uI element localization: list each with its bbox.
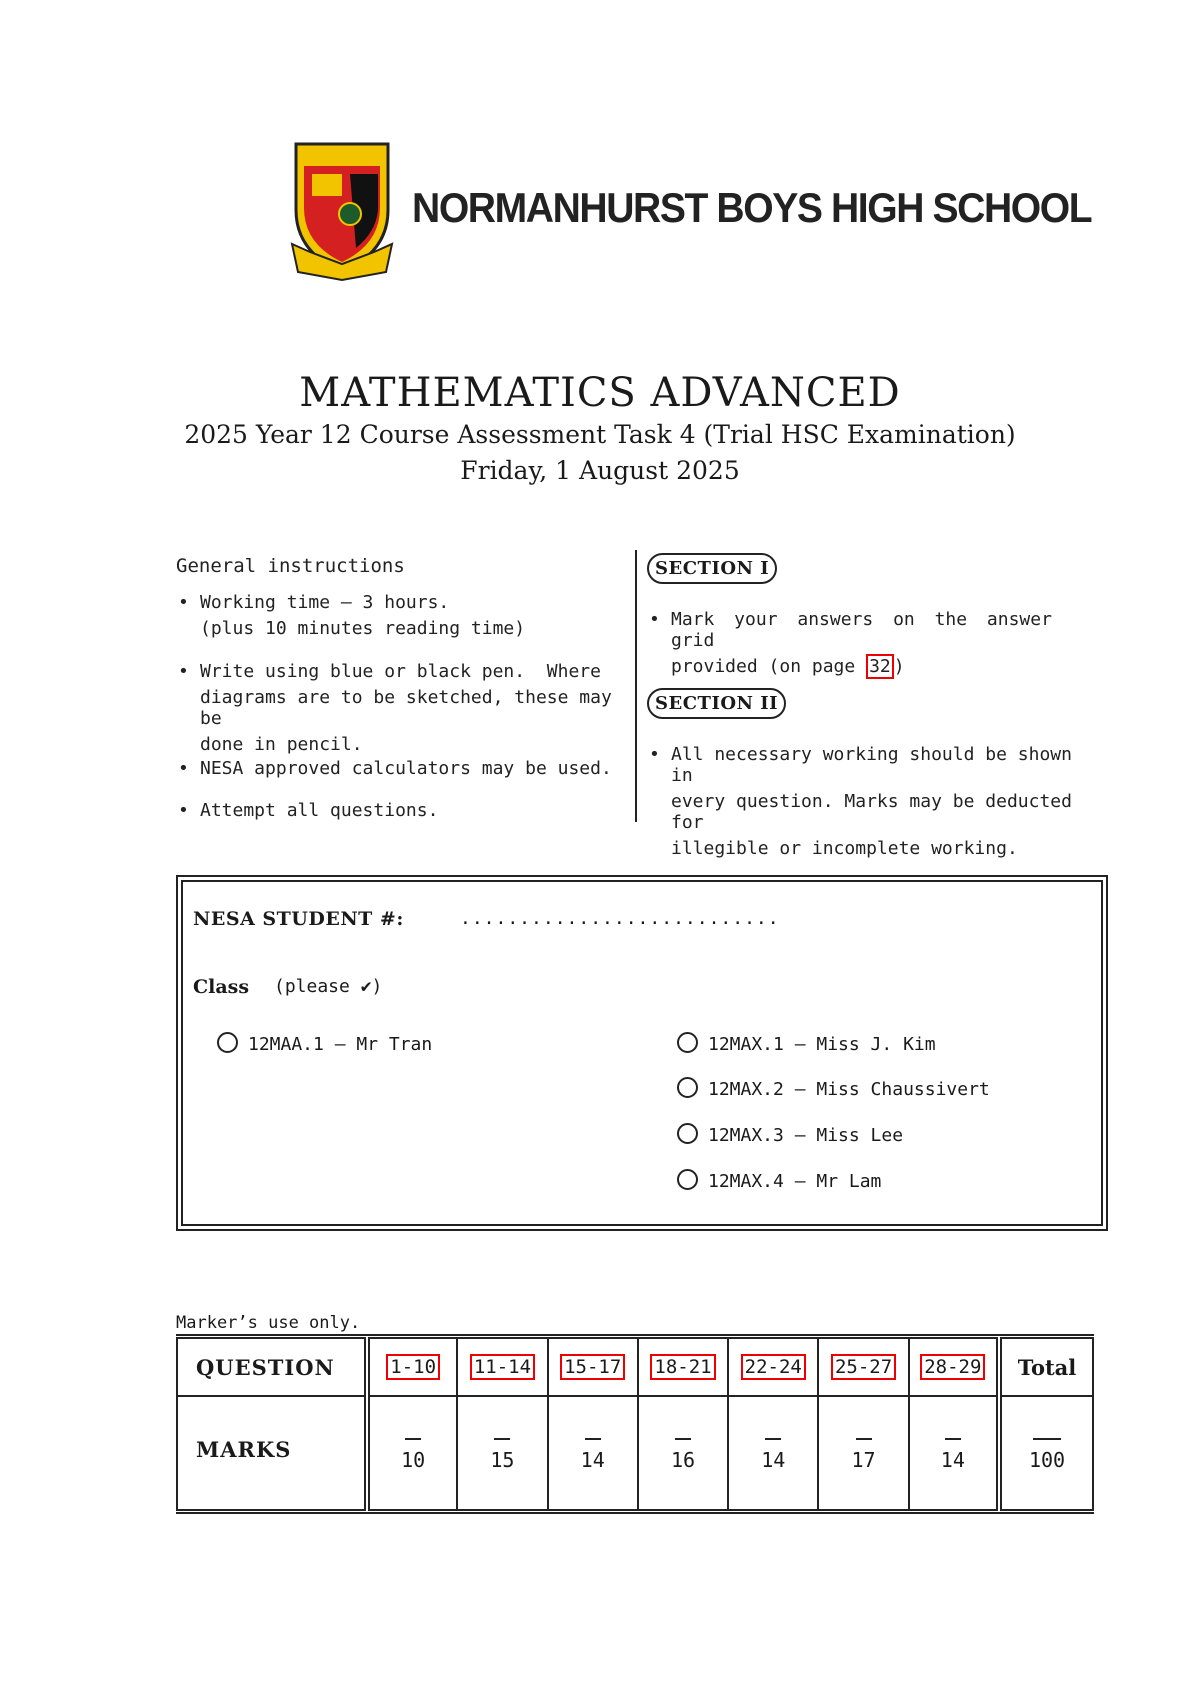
marks-cell[interactable] xyxy=(638,1396,728,1510)
class-label: Class xyxy=(193,976,250,998)
exam-title: MATHEMATICS ADVANCED xyxy=(299,370,901,416)
school-name: NORMANHURST BOYS HIGH SCHOOL xyxy=(412,184,1092,231)
marks-out-of: 15 xyxy=(490,1434,514,1472)
radio-circle-icon[interactable] xyxy=(677,1032,698,1053)
marks-cell[interactable] xyxy=(728,1396,818,1510)
marks-cell[interactable] xyxy=(548,1396,638,1510)
radio-circle-icon[interactable] xyxy=(217,1032,238,1053)
instruction-line: Write using blue or black pen. Where xyxy=(200,661,601,682)
table-bottom-rule xyxy=(176,1512,1094,1514)
instruction-line: Attempt all questions. xyxy=(200,800,439,821)
question-range-cell xyxy=(728,1338,818,1396)
marks-row xyxy=(177,1396,1093,1510)
instruction-line: (plus 10 minutes reading time) xyxy=(200,618,526,639)
question-row xyxy=(177,1338,1093,1396)
class-option-12max1[interactable] xyxy=(677,1032,936,1055)
marks-out-of: 17 xyxy=(852,1434,876,1472)
instruction-line xyxy=(671,656,1101,677)
general-instructions-heading: General instructions xyxy=(176,555,405,577)
class-option-12max4[interactable] xyxy=(677,1169,881,1192)
nesa-number-field[interactable]: ........................... xyxy=(460,908,780,929)
marks-row-label: MARKS xyxy=(177,1396,367,1510)
question-row-label: QUESTION xyxy=(177,1338,367,1396)
instruction-line: done in pencil. xyxy=(200,734,363,755)
section-2-instruction: • All necessary working should be shown in every question. Marks may be deducted for illegible or incomplete working. xyxy=(671,744,1101,859)
instruction-item: • Attempt all questions. xyxy=(200,800,630,821)
instruction-text: ) xyxy=(893,656,905,677)
marks-out-of: 16 xyxy=(671,1434,695,1472)
radio-circle-icon[interactable] xyxy=(677,1169,698,1190)
question-range-link[interactable]: 11-14 xyxy=(470,1354,535,1380)
class-option-label: 12MAA.1 – Mr Tran xyxy=(248,1034,433,1055)
instruction-line: NESA approved calculators may be used. xyxy=(200,758,612,779)
question-range-cell xyxy=(457,1338,547,1396)
school-crest-logo xyxy=(290,140,394,282)
section-2-label: SECTION II xyxy=(647,688,786,719)
exam-subtitle: 2025 Year 12 Course Assessment Task 4 (Trial HSC Examination) xyxy=(184,420,1016,449)
table-top-rule xyxy=(176,1334,1094,1336)
radio-circle-icon[interactable] xyxy=(677,1077,698,1098)
question-range-cell xyxy=(909,1338,999,1396)
column-divider xyxy=(635,550,637,822)
marks-cell[interactable] xyxy=(457,1396,547,1510)
question-range-link[interactable]: 22-24 xyxy=(741,1354,806,1380)
question-range-cell xyxy=(818,1338,908,1396)
class-option-12max2[interactable] xyxy=(677,1077,990,1100)
total-marks-cell[interactable] xyxy=(999,1396,1093,1510)
marks-out-of: 14 xyxy=(761,1434,785,1472)
marks-out-of: 14 xyxy=(941,1434,965,1472)
class-hint: (please ✔) xyxy=(274,976,383,997)
total-out-of: 100 xyxy=(1029,1434,1065,1472)
instruction-item: • NESA approved calculators may be used. xyxy=(200,758,630,779)
question-range-link[interactable]: 18-21 xyxy=(650,1354,715,1380)
instruction-item: • Working time – 3 hours. (plus 10 minutes reading time) xyxy=(200,592,630,639)
section-1-instruction: • Mark your answers on the answer grid provided (on page 32 ) xyxy=(671,609,1101,677)
section-1-label: SECTION I xyxy=(647,553,777,584)
exam-date: Friday, 1 August 2025 xyxy=(460,456,740,485)
class-option-12max3[interactable] xyxy=(677,1123,903,1146)
page-reference-link[interactable]: 32 xyxy=(866,654,894,679)
class-option-label: 12MAX.4 – Mr Lam xyxy=(708,1171,882,1192)
instruction-line: Working time – 3 hours. xyxy=(200,592,450,613)
question-range-link[interactable]: 1-10 xyxy=(386,1354,440,1380)
question-range-link[interactable]: 25-27 xyxy=(831,1354,896,1380)
instruction-text: provided (on page xyxy=(671,656,867,677)
instruction-line: All necessary working should be shown in xyxy=(671,744,1072,786)
total-header-cell xyxy=(999,1338,1093,1396)
nesa-number-label: NESA STUDENT #: xyxy=(193,908,404,930)
class-option-12maa1[interactable] xyxy=(217,1032,432,1055)
class-option-label: 12MAX.2 – Miss Chaussivert xyxy=(708,1079,990,1100)
marks-cell[interactable] xyxy=(818,1396,908,1510)
instruction-item: • Write using blue or black pen. Where diagrams are to be sketched, these may be done in pencil. xyxy=(200,661,630,755)
class-option-label: 12MAX.1 – Miss J. Kim xyxy=(708,1034,936,1055)
marker-use-caption: Marker’s use only. xyxy=(176,1313,361,1333)
class-option-label: 12MAX.3 – Miss Lee xyxy=(708,1125,904,1146)
marks-out-of: 14 xyxy=(581,1434,605,1472)
question-range-cell xyxy=(638,1338,728,1396)
instruction-line: illegible or incomplete working. xyxy=(671,838,1018,859)
marks-out-of: 10 xyxy=(401,1434,425,1472)
radio-circle-icon[interactable] xyxy=(677,1123,698,1144)
question-range-cell xyxy=(367,1338,457,1396)
total-label: Total xyxy=(1017,1354,1077,1380)
instruction-line: Mark your answers on the answer grid xyxy=(671,609,1052,651)
marks-cell[interactable] xyxy=(909,1396,999,1510)
marks-table xyxy=(176,1337,1094,1511)
instruction-line: diagrams are to be sketched, these may be xyxy=(200,687,612,729)
question-range-cell xyxy=(548,1338,638,1396)
marks-cell[interactable] xyxy=(367,1396,457,1510)
instruction-line: every question. Marks may be deducted for xyxy=(671,791,1072,833)
question-range-link[interactable]: 28-29 xyxy=(920,1354,985,1380)
question-range-link[interactable]: 15-17 xyxy=(560,1354,625,1380)
